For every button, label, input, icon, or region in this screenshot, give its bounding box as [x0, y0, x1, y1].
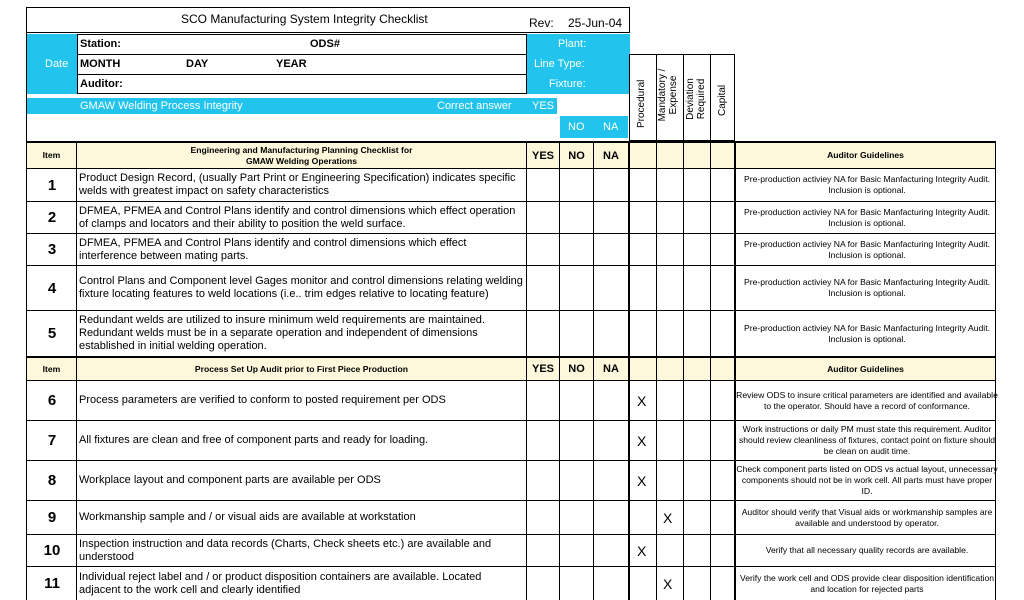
rev-label: Rev: — [529, 16, 554, 30]
section1-yes: YES — [531, 149, 554, 162]
page-title: SCO Manufacturing System Integrity Checklist — [181, 12, 428, 26]
category-mandatory-expense: Mandatory / Expense — [657, 68, 679, 122]
procedural-mark: X — [637, 393, 647, 409]
auditor-guideline: Verify the work cell and ODS provide clear disposition identification and location for rejected parts — [739, 572, 995, 594]
item-number: 1 — [47, 176, 57, 194]
procedural-mark: X — [637, 543, 647, 559]
rev-date: 25-Jun-04 — [568, 16, 623, 30]
day-label: DAY — [186, 58, 209, 70]
line-type-label: Line Type: — [534, 58, 585, 70]
auditor-guideline: Pre-production activiey NA for Basic Manfacturing Integrity Audit. Inclusion is optional. — [744, 238, 990, 260]
month-label: MONTH — [80, 58, 121, 70]
item-number: 9 — [47, 509, 57, 526]
procedural-mark: X — [637, 473, 647, 489]
item-number: 7 — [47, 432, 57, 449]
auditor-guideline: Work instructions or daily PM must state this requirement. Auditor should review cleanliness of fixtures, contact point on fixture should be clean on audit time. — [738, 424, 996, 456]
section2-yes: YES — [531, 363, 554, 375]
item-description: Workmanship sample and / or visual aids are available at workstation — [79, 511, 416, 523]
year-label: YEAR — [276, 58, 307, 70]
item-number: 11 — [44, 575, 60, 592]
section2-title: Process Set Up Audit prior to First Piece Production — [194, 363, 409, 374]
item-number: 3 — [47, 241, 57, 258]
item-description: Redundant welds are utilized to insure minimum weld requirements are maintained. Redundant welds must be in a separate operation and independent of dimensions established in initial welding operation. — [79, 314, 485, 352]
correct-answer-yes: YES — [532, 100, 555, 112]
item-description: DFMEA, PFMEA and Control Plans identify and control dimensions which effect operation of clamps and locators and their ability to position the weld surface. — [79, 204, 516, 230]
category-procedural: Procedural — [636, 79, 647, 128]
item-description: Workplace layout and component parts are available per ODS — [79, 474, 381, 486]
ods-label: ODS# — [310, 38, 340, 50]
item-number: 4 — [47, 279, 57, 297]
auditor-guideline: Pre-production activiey NA for Basic Manfacturing Integrity Audit. Inclusion is optional. — [744, 206, 990, 228]
section1-item-label: Item — [42, 150, 61, 160]
procedural-mark: X — [637, 433, 647, 449]
plant-label: Plant: — [558, 38, 587, 50]
fixture-label: Fixture: — [549, 78, 586, 90]
section2-item-label: Item — [42, 363, 61, 374]
section1-guidelines-label: Auditor Guidelines — [827, 150, 904, 160]
auditor-label: Auditor: — [80, 78, 123, 90]
section1-no: NO — [568, 149, 585, 162]
section2-no: NO — [568, 363, 585, 375]
item-number: 10 — [43, 542, 61, 559]
item-description: Process parameters are verified to conform to posted requirement per ODS — [79, 394, 446, 406]
station-label: Station: — [80, 38, 121, 50]
section2-na: NA — [603, 363, 619, 375]
date-label: Date — [45, 58, 69, 70]
correct-answer-label: Correct answer — [437, 100, 512, 112]
section1-na: NA — [603, 149, 619, 162]
item-description: Product Design Record, (usually Part Print or Engineering Specification) indicates specific welds with greatest impact on safety characteristics — [79, 172, 516, 197]
section2-guidelines-label: Auditor Guidelines — [827, 363, 904, 374]
process-label: GMAW Welding Process Integrity — [80, 100, 243, 112]
item-number: 6 — [47, 392, 57, 409]
item-description: Inspection instruction and data records (Charts, Check sheets etc.) are available and understood — [79, 537, 492, 563]
item-number: 2 — [47, 209, 57, 226]
header-no: NO — [568, 121, 585, 133]
mandatory-expense-mark: X — [663, 510, 673, 526]
header-na: NA — [603, 121, 619, 133]
item-number: 8 — [47, 472, 57, 489]
item-description: DFMEA, PFMEA and Control Plans identify and control dimensions which effect interference between mating parts. — [79, 236, 467, 262]
auditor-guideline: Pre-production activiey NA for Basic Manfacturing Integrity Audit. Inclusion is optional. — [744, 174, 990, 195]
category-capital: Capital — [717, 84, 728, 116]
auditor-guideline: Check component parts listed on ODS vs actual layout, unnecessary components should not be in work cell. All parts must have proper ID. — [736, 464, 998, 496]
auditor-guideline: Verify that all necessary quality records are available. — [765, 545, 969, 555]
auditor-guideline: Pre-production activiey NA for Basic Manfacturing Integrity Audit. Inclusion is optional. — [744, 322, 990, 344]
item-description: All fixtures are clean and free of component parts and ready for loading. — [79, 434, 429, 446]
category-deviation-required: Deviation Required — [685, 78, 707, 120]
item-description: Control Plans and Component level Gages monitor and control dimensions relating welding fixture locating features to weld locations (i.e.. trim edges relative to locating feature) — [79, 275, 523, 300]
auditor-guideline: Auditor should verify that Visual aids or workmanship samples are available and understood by operator. — [741, 506, 993, 528]
section1-title: Engineering and Manufacturing Planning Checklist for GMAW Welding Operations — [190, 144, 413, 166]
item-number: 5 — [47, 325, 57, 342]
item-description: Individual reject label and / or product disposition containers are available. Located adjacent to the work cell and clearly identified — [79, 570, 482, 596]
mandatory-expense-mark: X — [663, 576, 673, 592]
auditor-guideline: Pre-production activiey NA for Basic Manfacturing Integrity Audit. Inclusion is optional. — [744, 277, 990, 298]
auditor-guideline: Review ODS to insure critical parameters are identified and available to the operator. Should have a record of conformance. — [736, 389, 998, 411]
